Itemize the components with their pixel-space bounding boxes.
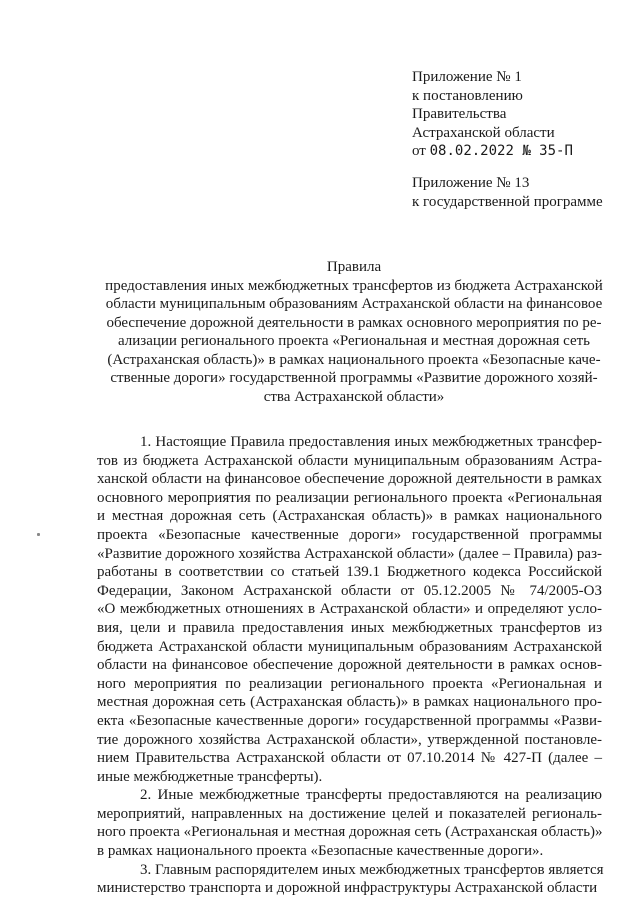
document-body [97, 433, 602, 898]
paragraph-line: вия, цели и правила предоставления иных межбюджетных трансфертов из [97, 619, 602, 636]
paragraph-line: бюджета Астраханской области муниципальным образованиям Астраханской [97, 638, 602, 655]
paragraph-line: ного проекта «Региональная и местная дорожная сеть (Астраханская область)» [97, 824, 603, 841]
title-line: ализации регионального проекта «Региональная и местная дорожная сеть [117, 333, 591, 349]
paragraph-line: 1. Настоящие Правила предоставления иных межбюджетных трансфер- [140, 434, 602, 450]
paragraph [97, 786, 602, 860]
date-prefix: от [412, 143, 426, 159]
paragraph-line: местная дорожная сеть (Астраханская область)» в рамках национального про- [97, 694, 602, 711]
appendix-line: Астраханской области [412, 124, 555, 141]
paragraph-line: 2. Иные межбюджетные трансферты предоставляются на реализацию [140, 787, 602, 804]
paragraph-line: проекта «Безопасные качественные дороги» государственной программы [97, 526, 602, 543]
paragraph-line: области на финансовое обеспечение дорожной деятельности в рамках основ- [97, 657, 602, 674]
appendix-block [412, 68, 573, 161]
paragraph-line: в рамках национального проекта «Безопасные качественные дороги». [97, 843, 544, 860]
title-line: (Астраханская область)» в рамках национального проекта «Безопасные каче- [107, 351, 601, 368]
paragraph [97, 433, 602, 786]
title-line: ства Астраханской области» [263, 388, 445, 405]
appendix-line: к постановлению [412, 87, 523, 104]
paragraph-line: Федерации, Законом Астраханской области от 05.12.2005 № 74/2005-ОЗ [97, 582, 602, 599]
appendix-program-line: Приложение № 13 [412, 175, 530, 191]
paragraph-line: «О межбюджетных отношениях в Астраханской области» и определяют усло- [97, 601, 602, 618]
title-heading: Правила [326, 259, 382, 275]
paragraph-line: иные межбюджетные трансферты). [97, 768, 323, 785]
title-line: области муниципальным образованиям Астраханской области на финансовое [105, 296, 603, 312]
paragraph-line: ного мероприятия по реализации регионального проекта «Региональная и [97, 675, 602, 692]
paragraph-line: 3. Главным распорядителем иных межбюджетных трансфертов является [140, 861, 604, 878]
paragraph-line: работаны в соответствии со статьей 139.1 Бюджетного кодекса Российской [97, 564, 602, 581]
paragraph-line: нием Правительства Астраханской области от 07.10.2014 № 427-П (далее – [97, 750, 602, 767]
paragraph-line: мероприятий, направленных на достижение целей и показателей региональ- [97, 805, 602, 822]
paragraph-line: министерство транспорта и дорожной инфраструктуры Астраханской области [97, 880, 598, 897]
margin-mark [37, 533, 40, 536]
paragraph-line: ханской области на финансовое обеспечение дорожной деятельности в рамках [97, 471, 602, 488]
appendix-date-line [412, 142, 573, 161]
paragraph [97, 861, 602, 898]
paragraph-line: тов из бюджета Астраханской области муниципальным образованиям Астра- [97, 452, 602, 469]
paragraph-line: основного мероприятия по реализации регионального проекта «Региональная [97, 489, 602, 506]
appendix-program-block [412, 174, 603, 211]
appendix-line: Приложение № 1 [412, 69, 522, 85]
paragraph-line: «Развитие дорожного хозяйства Астраханской области» (далее – Правила) раз- [97, 545, 602, 562]
paragraph-line: тие дорожного хозяйства Астраханской области», утвержденной постановле- [97, 731, 602, 748]
title-line: ственные дороги» государственной программы «Развитие дорожного хозяй- [110, 370, 598, 386]
title-line: обеспечение дорожной деятельности в рамках основного мероприятия по ре- [106, 314, 602, 331]
title-line: предоставления иных межбюджетных трансфертов из бюджета Астраханской [105, 277, 603, 294]
appendix-program-line: к государственной программе [412, 193, 603, 210]
date-value: 08.02.2022 № 35-П [429, 143, 573, 159]
paragraph-line: и местная дорожная сеть (Астраханская область)» в рамках национального [97, 508, 602, 525]
document-title [94, 258, 614, 406]
paragraph-line: екта «Безопасные качественные дороги» государственной программы «Разви- [97, 712, 602, 729]
appendix-line: Правительства [412, 106, 507, 122]
